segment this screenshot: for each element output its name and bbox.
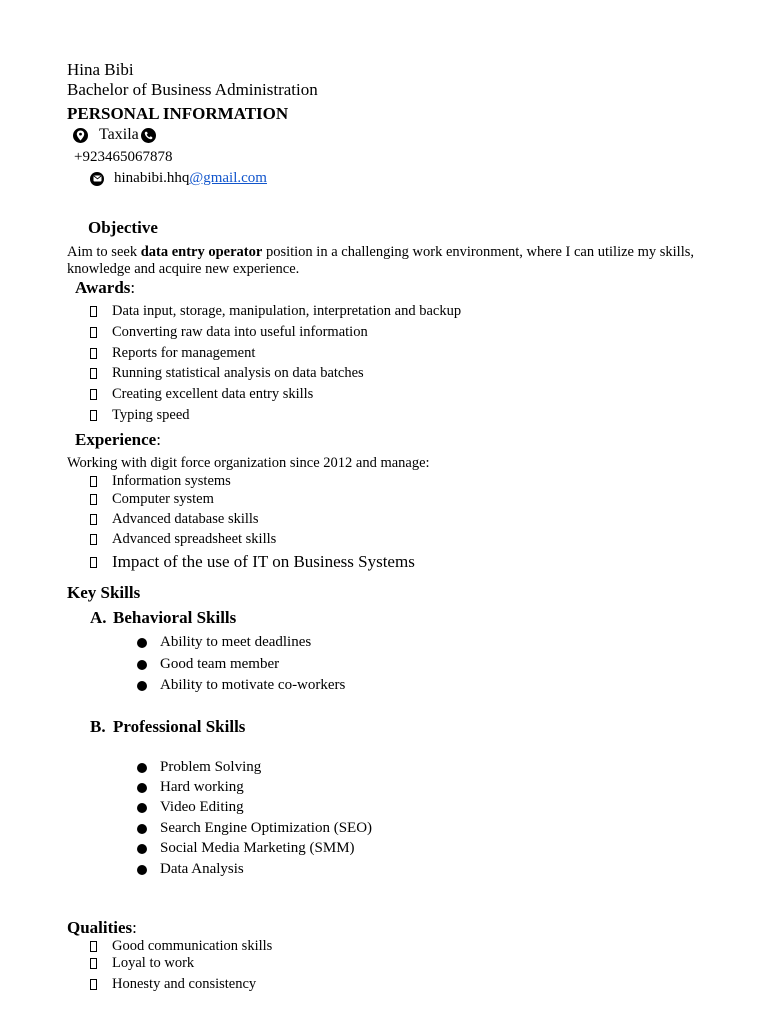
professional-skill-item <box>137 799 244 816</box>
behavioral-skill-item <box>137 677 345 694</box>
behavioral-skill-item <box>137 634 311 651</box>
professional-skill-item <box>137 840 355 857</box>
qualities-heading <box>67 918 137 938</box>
qualities-item-text: Good communication skills <box>112 938 273 954</box>
behavioral-skill-item <box>137 656 279 673</box>
square-bullet-icon <box>90 494 97 505</box>
professional-skill-text: Data Analysis <box>160 861 244 877</box>
objective-text <box>67 244 717 278</box>
behavioral-skill-text: Good team member <box>160 656 280 672</box>
round-bullet-icon <box>137 783 147 793</box>
square-bullet-icon <box>90 958 97 969</box>
email-row <box>90 170 267 187</box>
professional-skill-text: Problem Solving <box>160 759 262 775</box>
experience-item-text: Information systems <box>112 473 231 489</box>
experience-heading-text: Experience <box>75 430 157 449</box>
round-bullet-icon <box>137 865 147 875</box>
behavioral-letter: A. <box>90 608 107 627</box>
square-bullet-icon <box>90 327 97 338</box>
square-bullet-icon <box>90 476 97 487</box>
behavioral-skill-text: Ability to motivate co-workers <box>160 677 346 693</box>
square-bullet-icon <box>90 979 97 990</box>
round-bullet-icon <box>137 763 147 773</box>
candidate-name: Hina Bibi <box>67 60 134 79</box>
awards-item <box>90 324 368 341</box>
qualities-heading-text: Qualities <box>67 918 133 937</box>
awards-heading-text: Awards <box>75 278 131 297</box>
location-pin-icon <box>73 128 88 143</box>
experience-item-text: Advanced spreadsheet skills <box>112 531 277 547</box>
awards-item <box>90 345 255 362</box>
objective-heading: Objective <box>88 218 158 237</box>
key-skills-heading: Key Skills <box>67 583 141 602</box>
envelope-icon <box>90 172 104 186</box>
square-bullet-icon <box>90 534 97 545</box>
round-bullet-icon <box>137 638 147 648</box>
objective-text-end: position in a challenging work environment, where I can utilize my skills, knowledge and acquire new experience. <box>67 244 694 277</box>
square-bullet-icon <box>90 410 97 421</box>
location-row <box>73 126 156 144</box>
experience-item <box>90 473 231 490</box>
awards-heading <box>75 278 135 298</box>
square-bullet-icon <box>90 306 97 317</box>
qualities-item <box>90 955 194 972</box>
experience-item <box>90 552 415 572</box>
square-bullet-icon <box>90 514 97 525</box>
personal-info-heading: PERSONAL INFORMATION <box>67 104 289 123</box>
location-text: Taxila <box>99 126 139 143</box>
professional-heading-text: Professional Skills <box>113 717 246 736</box>
awards-item <box>90 407 190 424</box>
experience-item <box>90 511 259 528</box>
awards-item-text: Data input, storage, manipulation, interpretation and backup <box>112 303 462 319</box>
round-bullet-icon <box>137 660 147 670</box>
square-bullet-icon <box>90 368 97 379</box>
square-bullet-icon <box>90 389 97 400</box>
phone-number: +923465067878 <box>74 149 173 165</box>
experience-heading <box>75 430 161 450</box>
experience-item-text: Computer system <box>112 491 214 507</box>
round-bullet-icon <box>137 803 147 813</box>
square-bullet-icon <box>90 941 97 952</box>
awards-item <box>90 303 461 320</box>
professional-skill-text: Social Media Marketing (SMM) <box>160 840 355 856</box>
awards-item-text: Converting raw data into useful information <box>112 324 368 340</box>
phone-icon <box>141 128 156 143</box>
qualities-item-text: Loyal to work <box>112 955 195 971</box>
round-bullet-icon <box>137 844 147 854</box>
round-bullet-icon <box>137 824 147 834</box>
professional-skill-item <box>137 861 244 878</box>
behavioral-skill-text: Ability to meet deadlines <box>160 634 312 650</box>
candidate-degree: Bachelor of Business Administration <box>67 80 318 99</box>
awards-item-text: Reports for management <box>112 345 256 361</box>
professional-skill-text: Hard working <box>160 779 244 795</box>
qualities-item-text: Honesty and consistency <box>112 976 257 992</box>
professional-skills-heading <box>90 717 245 737</box>
square-bullet-icon <box>90 348 97 359</box>
professional-skill-text: Video Editing <box>160 799 244 815</box>
qualities-item <box>90 976 256 993</box>
awards-item-text: Typing speed <box>112 407 190 423</box>
behavioral-heading-text: Behavioral Skills <box>113 608 237 627</box>
awards-colon: : <box>130 278 136 297</box>
qualities-item <box>90 938 272 955</box>
professional-letter: B. <box>90 717 106 736</box>
awards-item-text: Creating excellent data entry skills <box>112 386 314 402</box>
square-bullet-icon <box>90 557 97 568</box>
experience-item-text: Advanced database skills <box>112 511 259 527</box>
behavioral-skills-heading <box>90 608 236 628</box>
professional-skill-text: Search Engine Optimization (SEO) <box>160 820 373 836</box>
experience-item <box>90 531 276 548</box>
experience-intro: Working with digit force organization since 2012 and manage: <box>67 455 430 471</box>
awards-item <box>90 365 364 382</box>
professional-skill-item <box>137 759 261 776</box>
experience-item-text: Impact of the use of IT on Business Systems <box>112 552 415 571</box>
awards-item-text: Running statistical analysis on data batches <box>112 365 364 381</box>
email-link[interactable]: @gmail.com <box>189 170 267 186</box>
email-user-text: hinabibi.hhq <box>114 170 190 186</box>
objective-text-bold: data entry operator <box>140 244 263 260</box>
round-bullet-icon <box>137 681 147 691</box>
objective-text-start: Aim to seek <box>67 244 141 260</box>
qualities-colon: : <box>132 918 137 937</box>
awards-item <box>90 386 313 403</box>
professional-skill-item <box>137 779 244 796</box>
experience-colon: : <box>156 430 161 449</box>
professional-skill-item <box>137 820 372 837</box>
experience-item <box>90 491 214 508</box>
